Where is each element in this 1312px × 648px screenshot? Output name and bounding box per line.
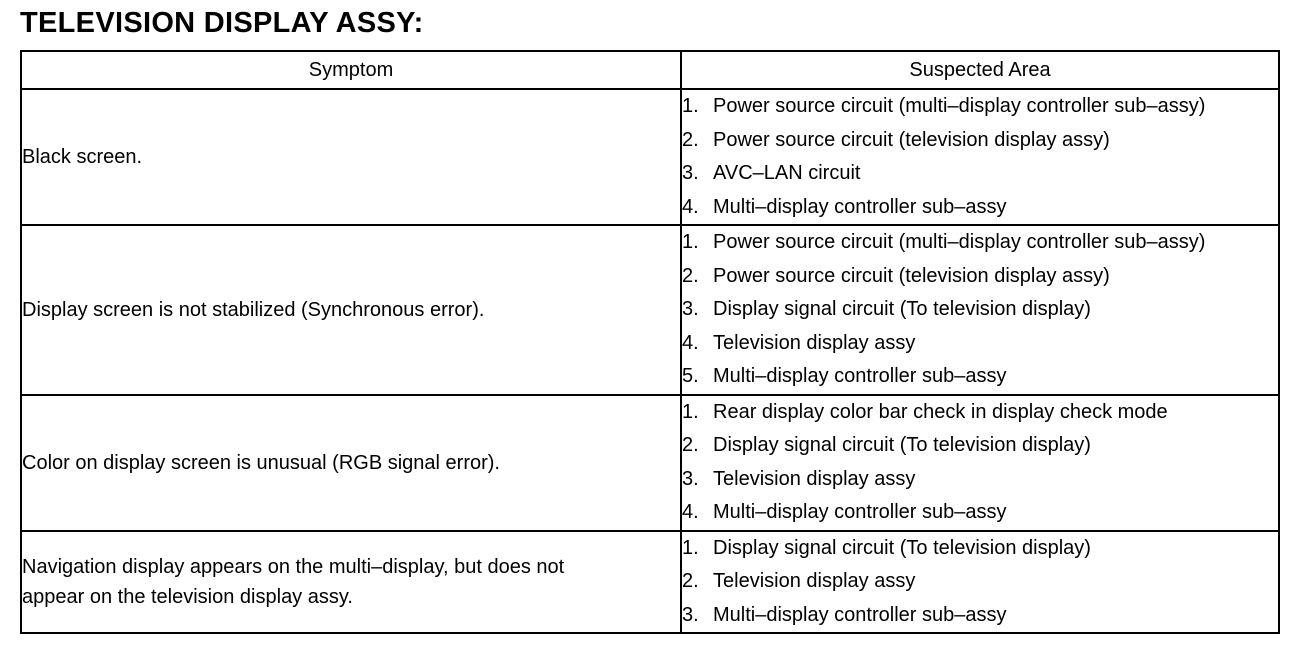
suspected-area-list (682, 532, 1278, 633)
symptom-line: Navigation display appears on the multi–display, but does not (22, 555, 565, 578)
item-number: 1. (682, 231, 699, 253)
item-number: 2. (682, 264, 699, 287)
item-number: 2. (682, 128, 699, 151)
list-item (682, 429, 1278, 463)
item-text: Television display assy (713, 467, 916, 490)
list-item (682, 157, 1278, 191)
item-number: 3. (682, 162, 699, 184)
item-text: Multi–display controller sub–assy (713, 603, 1007, 626)
list-item (682, 599, 1278, 633)
item-number: 2. (682, 570, 699, 592)
item-number: 1. (682, 536, 699, 559)
suspected-area-list (682, 90, 1278, 224)
item-text: Multi–display controller sub–assy (713, 501, 1007, 523)
list-item (682, 360, 1278, 394)
list-item (682, 463, 1278, 497)
item-text: Display signal circuit (To television display) (713, 298, 1091, 320)
list-item (682, 191, 1278, 225)
symptom-table (20, 50, 1280, 634)
suspected-area-cell (681, 531, 1279, 634)
item-number: 3. (682, 603, 699, 626)
list-item (682, 260, 1278, 294)
list-item (682, 565, 1278, 599)
item-text: Power source circuit (television display assy) (713, 264, 1110, 287)
list-item (682, 90, 1278, 124)
suspected-area-list (682, 396, 1278, 530)
item-text: Television display assy (713, 331, 916, 354)
item-text: Power source circuit (multi–display controller sub–assy) (713, 95, 1206, 117)
list-item (682, 396, 1278, 430)
list-item (682, 293, 1278, 327)
header-symptom: Symptom (21, 51, 681, 89)
item-number: 2. (682, 434, 699, 456)
item-number: 4. (682, 501, 699, 523)
item-text: Multi–display controller sub–assy (713, 195, 1007, 218)
list-item (682, 496, 1278, 530)
item-text: Power source circuit (television display assy) (713, 128, 1110, 151)
item-text: Display signal circuit (To television display) (713, 434, 1091, 456)
table-row (21, 531, 1279, 634)
suspected-area-cell (681, 89, 1279, 225)
list-item (682, 226, 1278, 260)
list-item (682, 532, 1278, 566)
item-number: 5. (682, 365, 699, 387)
item-number: 3. (682, 467, 699, 490)
suspected-area-list (682, 226, 1278, 394)
item-number: 3. (682, 298, 699, 320)
table-header-row (21, 51, 1279, 89)
page-title: TELEVISION DISPLAY ASSY: (20, 7, 424, 39)
item-text: Rear display color bar check in display check mode (713, 400, 1168, 423)
table-row (21, 395, 1279, 531)
item-text: Television display assy (713, 570, 916, 592)
symptom-cell: Color on display screen is unusual (RGB signal error). (21, 395, 681, 531)
symptom-cell (21, 531, 681, 634)
suspected-area-cell (681, 225, 1279, 395)
suspected-area-cell (681, 395, 1279, 531)
item-text: Display signal circuit (To television display) (713, 536, 1091, 559)
header-suspected-area: Suspected Area (681, 51, 1279, 89)
symptom-line: appear on the television display assy. (22, 585, 353, 608)
list-item (682, 327, 1278, 361)
item-text: Multi–display controller sub–assy (713, 365, 1007, 387)
symptom-cell: Black screen. (21, 89, 681, 225)
item-number: 4. (682, 195, 699, 218)
table-row (21, 225, 1279, 395)
item-number: 1. (682, 400, 699, 423)
item-text: AVC–LAN circuit (713, 162, 861, 184)
item-text: Power source circuit (multi–display controller sub–assy) (713, 231, 1206, 253)
item-number: 4. (682, 331, 699, 354)
symptom-cell: Display screen is not stabilized (Synchronous error). (21, 225, 681, 395)
list-item (682, 124, 1278, 158)
table-row (21, 89, 1279, 225)
item-number: 1. (682, 95, 699, 117)
